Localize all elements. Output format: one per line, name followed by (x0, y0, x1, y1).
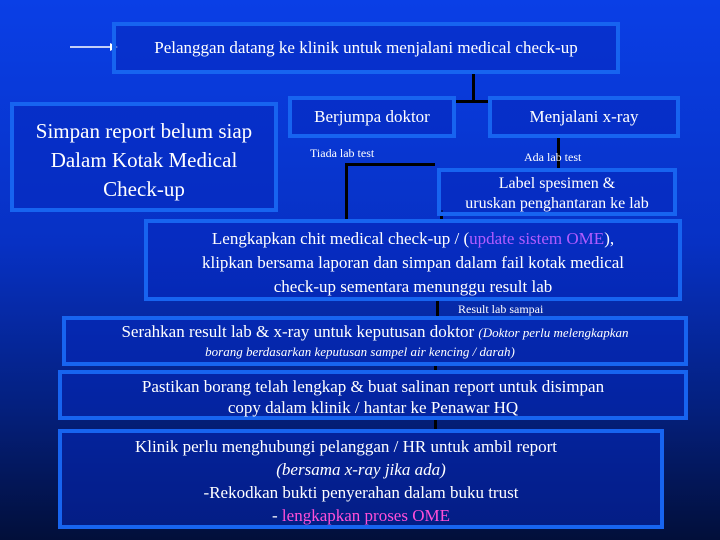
complete-line1 (148, 227, 678, 251)
contact-line4-prefix: - (272, 506, 282, 525)
complete-line3: check-up sementara menunggu result lab (273, 277, 553, 296)
result-arrive-label: Result lab sampai (458, 302, 544, 316)
connector-nolab-down (345, 163, 348, 221)
complete-part2: ), (604, 229, 615, 248)
contact-line3: -Rekodkan bukti penyerahan dalam buku trust (203, 483, 519, 502)
left-note-line3: Check-up (103, 177, 185, 201)
left-note-line1: Simpan report belum siap (35, 119, 253, 143)
start-text: Pelanggan datang ke klinik untuk menjalani medical check-up (154, 38, 578, 57)
contact-box (58, 429, 664, 529)
submit-line1 (66, 322, 684, 343)
complete-line2: klipkan bersama laporan dan simpan dalam fail kotak medical (201, 253, 625, 272)
contact-line2: (bersama x-ray jika ada) (276, 460, 446, 479)
contact-line4-highlight: lengkapkan proses OME (281, 506, 450, 525)
label-specimen-box (437, 168, 677, 216)
complete-highlight: update sistem OME (469, 229, 605, 248)
left-note-line2: Dalam Kotak Medical (50, 148, 238, 172)
label-line1: Label spesimen & (498, 175, 616, 192)
ensure-line1: Pastikan borang telah lengkap & buat salinan report untuk disimpan (141, 377, 605, 396)
submit-box (62, 316, 688, 366)
left-note-box (10, 102, 278, 212)
submit-note2: borang berdasarkan keputusan sampel air kencing / darah) (205, 344, 515, 359)
connector-nolab-horizontal (345, 163, 435, 166)
contact-line4 (62, 504, 660, 527)
complete-chit-box (144, 219, 682, 301)
no-lab-label: Tiada lab test (310, 146, 375, 160)
submit-main: Serahkan result lab & x-ray untuk keputusan doktor (121, 322, 479, 341)
connector-complete-down (436, 298, 439, 318)
xray-box (488, 96, 680, 138)
complete-part1: Lengkapkan chit medical check-up / ( (211, 229, 470, 248)
start-box (112, 22, 620, 74)
ensure-box (58, 370, 688, 420)
connector-top-down (472, 72, 475, 102)
connector-top-horizontal (452, 100, 492, 103)
doctor-text: Berjumpa doktor (314, 107, 430, 126)
label-line2: uruskan penghantaran ke lab (465, 195, 649, 212)
has-lab-label: Ada lab test (524, 150, 582, 164)
contact-line1: Klinik perlu menghubungi pelanggan / HR untuk ambil report (134, 437, 558, 456)
xray-text: Menjalani x-ray (529, 107, 639, 126)
submit-note1: (Doktor perlu melengkapkan (478, 325, 629, 340)
doctor-box (288, 96, 456, 138)
ensure-line2: copy dalam klinik / hantar ke Penawar HQ (227, 398, 519, 417)
